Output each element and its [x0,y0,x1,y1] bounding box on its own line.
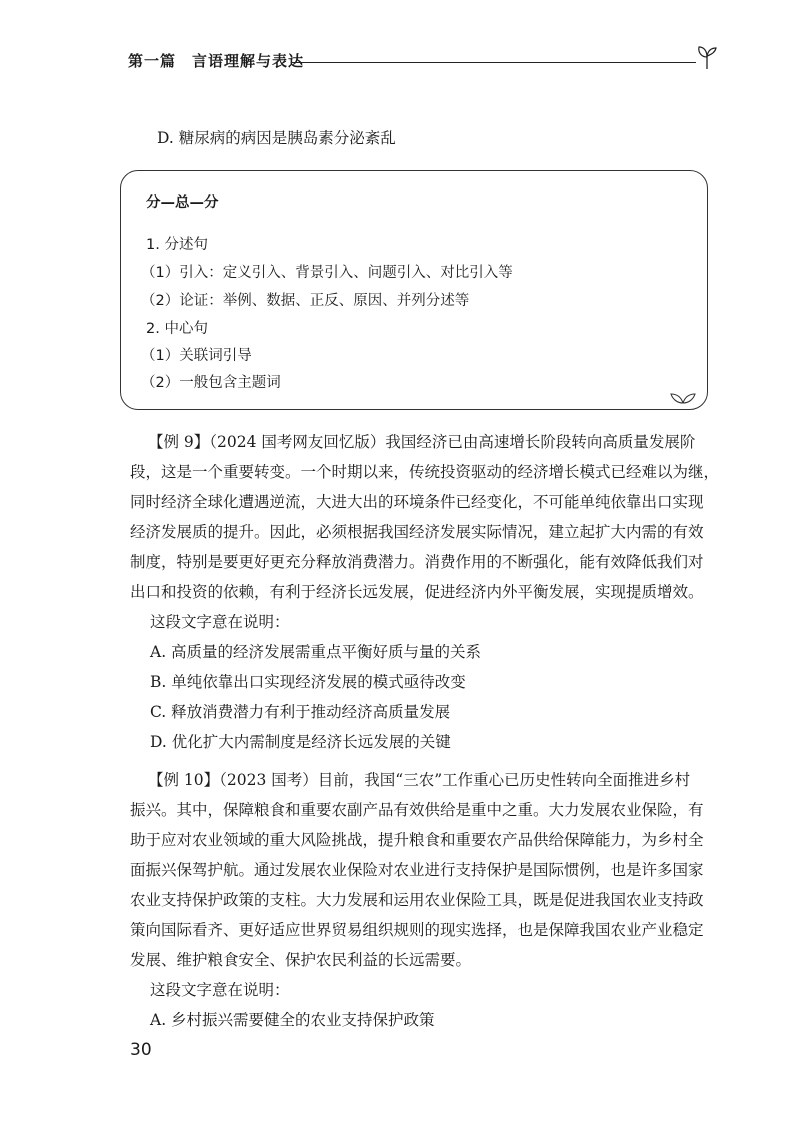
leaf-ornament-icon [669,391,697,405]
running-header [128,44,718,74]
option-d: D. 优化扩大内需制度是经济长远发展的关键 [150,733,451,751]
summary-line: （2）一般包含主题词 [141,375,281,391]
example-line: 策向国际看齐、更好适应世界贸易组织规则的现实选择，也是保障我国农业产业稳定 [130,921,704,939]
example-line: 面振兴保驾护航。通过发展农业保险对农业进行支持保护是国际惯例，也是许多国家 [130,861,704,879]
question-prompt: 这段文字意在说明： [150,613,290,631]
option-a: A. 高质量的经济发展需重点平衡好质与量的关系 [150,643,482,661]
example-line: 出口和投资的依赖，有利于经济长远发展，促进经济内外平衡发展，实现提质增效。 [130,583,704,601]
example-line: 段，这是一个重要转变。一个时期以来，传统投资驱动的经济增长模式已经难以为继， [130,463,720,481]
header-chapter: 言语理解与表达 [192,52,305,70]
example-line: 【例 9】（2024 国考网友回忆版）我国经济已由高速增长阶段转向高质量发展阶 [148,433,696,451]
example-line: 农业支持保护政策的支柱。大力发展和运用农业保险工具，既是促进我国农业支持政 [130,891,704,909]
header-rule [291,62,696,63]
option-c: C. 释放消费潜力有利于推动经济高质量发展 [150,703,451,721]
option-a: A. 乡村振兴需要健全的农业支持保护政策 [150,1011,435,1029]
page-number: 30 [130,1040,152,1060]
header-part: 第一篇 [128,52,177,70]
example-line: 助于应对农业领域的重大风险挑战，提升粮食和重要农产品供给保障能力，为乡村全 [130,831,704,849]
question-prompt: 这段文字意在说明： [150,981,290,999]
summary-box-title: 分—总—分 [146,195,219,211]
summary-line: 1. 分述句 [146,237,208,253]
sprout-icon [696,44,718,70]
example-line: 制度，特别是要更好更充分释放消费潜力。消费作用的不断强化，能有效降低我们对 [130,553,704,571]
example-line: 经济发展质的提升。因此，必须根据我国经济发展实际情况，建立起扩大内需的有效 [130,523,704,541]
example-line: 【例 10】（2023 国考）目前，我国“三农”工作重心已历史性转向全面推进乡村 [148,771,691,789]
previous-option-d: D. 糖尿病的病因是胰岛素分泌紊乱 [157,129,396,147]
option-b: B. 单纯依靠出口实现经济发展的模式亟待改变 [150,673,466,691]
example-line: 振兴。其中，保障粮食和重要农副产品有效供给是重中之重。大力发展农业保险，有 [130,801,704,819]
example-line: 同时经济全球化遭遇逆流，大进大出的环境条件已经变化，不可能单纯依靠出口实现 [130,493,704,511]
summary-box [120,170,708,410]
summary-line: （2）论证：举例、数据、正反、原因、并列分述等 [141,293,470,309]
summary-line: 2. 中心句 [146,321,208,337]
header-title [128,50,320,71]
summary-line: （1）关联词引导 [141,348,252,364]
example-line: 发展、维护粮食安全、保护农民利益的长远需要。 [130,951,472,969]
summary-line: （1）引入：定义引入、背景引入、问题引入、对比引入等 [141,265,513,281]
